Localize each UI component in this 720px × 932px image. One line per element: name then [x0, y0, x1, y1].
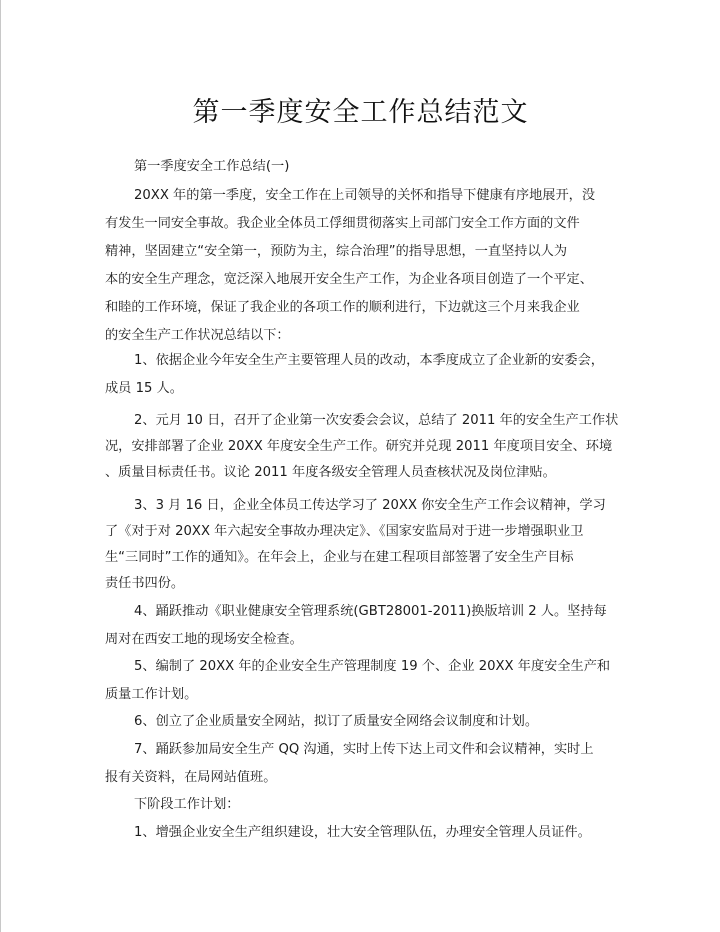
list-item-line: 6、创立了企业质量安全网站，拟订了质量安全网络会议制度和计划。	[134, 714, 539, 729]
list-item-line: 5、编制了 20XX 年的企业安全生产管理制度 19 个、企业 20XX 年度安全生产和	[134, 659, 611, 674]
list-item-line: 质量工作计划。	[105, 687, 198, 702]
list-item-line: 报有关资料，在局网站值班。	[105, 770, 277, 785]
paragraph-line: 有发生一同安全事故。我企业全体员工俘细贯彻落实上司部门安全工作方面的文件	[105, 216, 580, 231]
list-item-line: 3、3 月 16 日，企业全体员工传达学习了 20XX 你安全生产工作会议精神，学习	[134, 498, 606, 513]
paragraph-line: 的安全生产工作状况总结以下：	[105, 328, 290, 343]
section-heading: 下阶段工作计划：	[134, 797, 240, 812]
list-item-line: 责任书四份。	[105, 576, 185, 591]
list-item-line: 成员 15 人。	[105, 381, 183, 396]
paragraph-line: 本的安全生产理念，宽泛深入地展开安全生产工作，为企业各项目创造了一个平定、	[105, 272, 593, 287]
section-heading: 第一季度安全工作总结(一)	[134, 159, 290, 174]
document-title: 第一季度安全工作总结范文	[192, 97, 529, 128]
list-item-line: 了《对于对 20XX 年六起安全事故办理决定》、《国家安监局对于进一步增强职业卫	[105, 524, 584, 539]
paragraph-line: 精神，坚固建立“安全第一，预防为主，综合治理”的指导思想，一直坚持以人为	[105, 244, 568, 259]
list-item-line: 1、依据企业今年安全生产主要管理人员的改动，本季度成立了企业新的安委会，	[134, 353, 604, 368]
list-item-line: 2、元月 10 日，召开了企业第一次安委会会议，总结了 2011 年的安全生产工作状	[134, 413, 619, 428]
paragraph-line: 和睦的工作环境，保证了我企业的各项工作的顺利进行，下边就这三个月来我企业	[105, 300, 580, 315]
list-item-line: 周对在西安工地的现场安全检查。	[105, 632, 303, 647]
list-item-line: 7、踊跃参加局安全生产 QQ 沟通，实时上传下达上司文件和会议精神，实时上	[134, 742, 594, 757]
list-item-line: 况，安排部署了企业 20XX 年度安全生产工作。研究并兑现 2011 年度项目安全、环境	[105, 439, 613, 454]
list-item-line: 、质量目标责任书。议论 2011 年度各级安全管理人员查核状况及岗位津贴。	[105, 465, 556, 480]
paragraph-line: 20XX 年的第一季度，安全工作在上司领导的关怀和指导下健康有序地展开，没	[134, 188, 596, 203]
list-item-line: 1、增强企业安全生产组织建设，壮大安全管理队伍，办理安全管理人员证件。	[134, 825, 591, 840]
list-item-line: 生“三同时”工作的通知》。在年会上，企业与在建工程项目部签署了安全生产目标	[105, 550, 574, 565]
list-item-line: 4、踊跃推动《职业健康安全管理系统(GBT28001-2011)换版培训 2 人。坚持每	[134, 604, 607, 619]
